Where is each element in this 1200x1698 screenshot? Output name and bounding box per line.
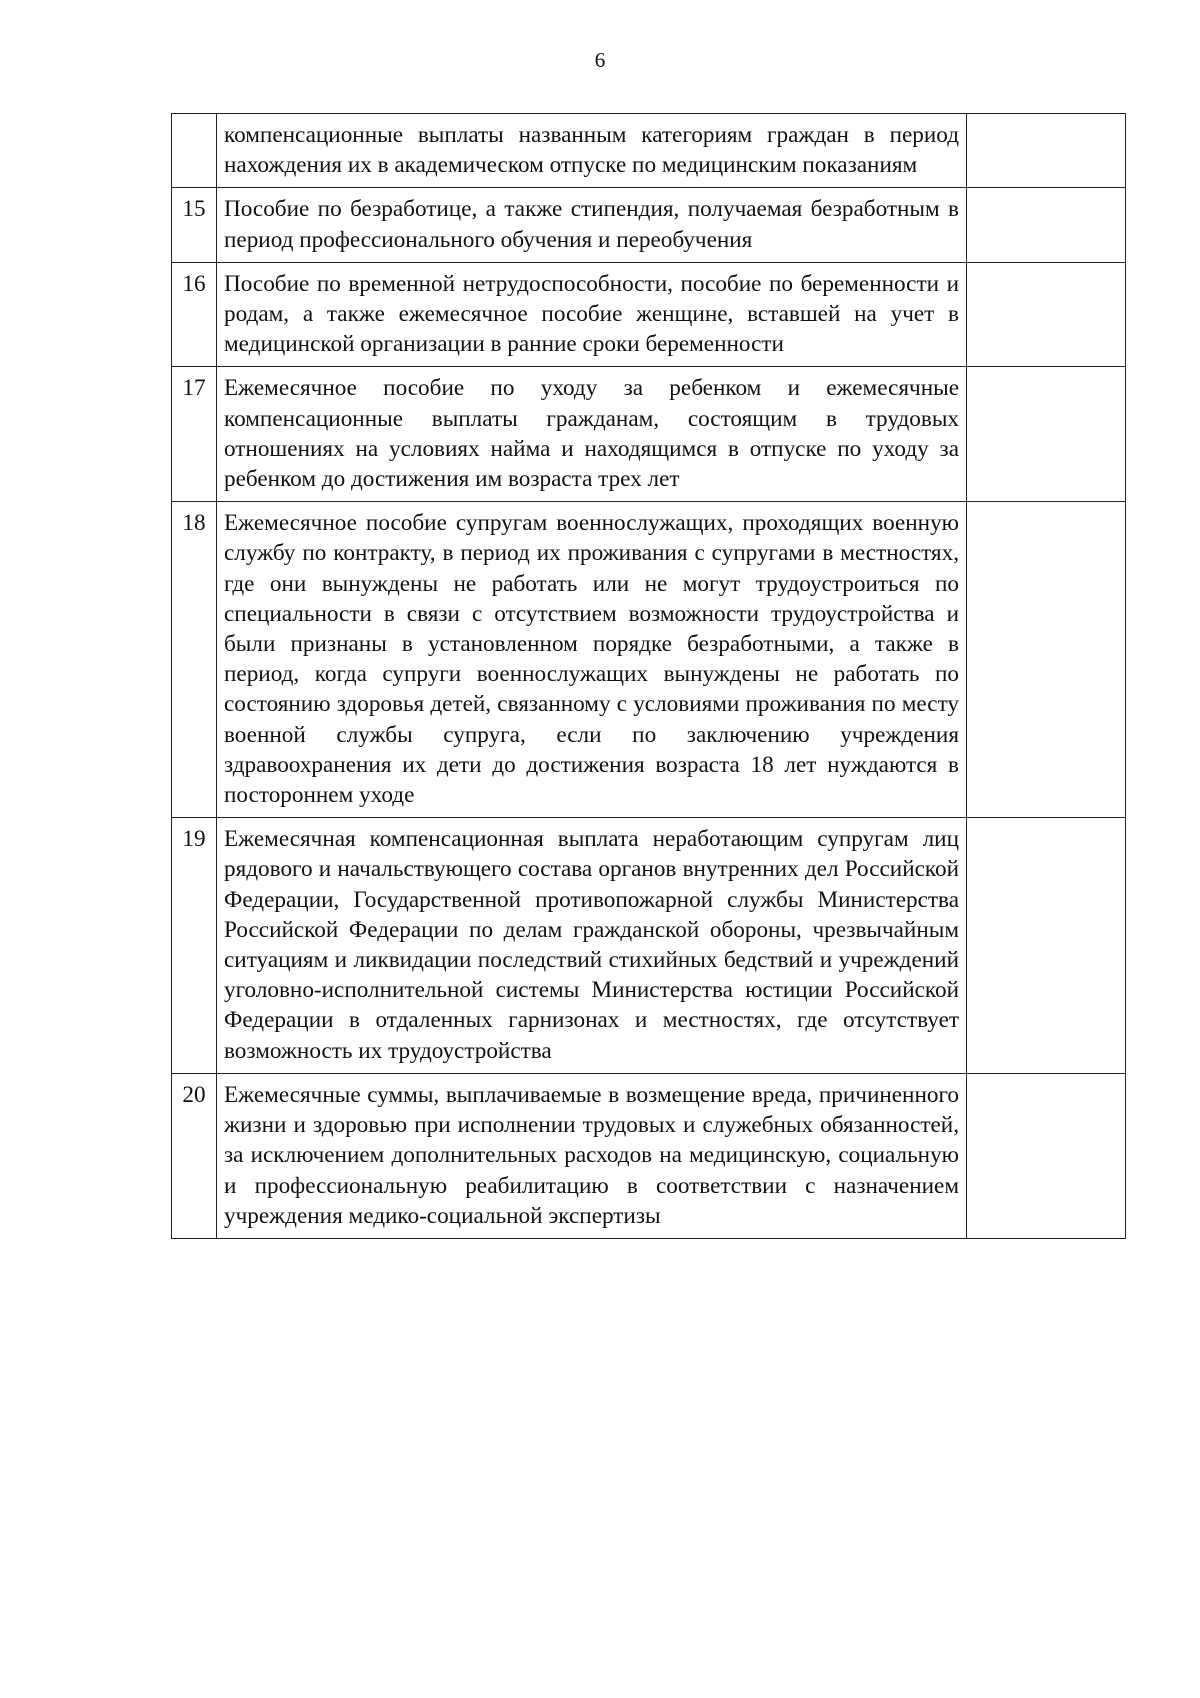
row-empty-cell: [967, 502, 1126, 818]
table-row: [172, 818, 1126, 1074]
table-row: [172, 502, 1126, 818]
row-number: 15: [172, 188, 217, 262]
row-empty-cell: [967, 818, 1126, 1074]
page-number: 6: [594, 48, 606, 72]
row-number: 20: [172, 1073, 217, 1238]
table-row: [172, 114, 1126, 188]
table-row: [172, 188, 1126, 262]
row-description: компенсационные выплаты названным категориям граждан в период нахождения их в академическом отпуске по медицинским показаниям: [217, 114, 967, 188]
row-description: Пособие по безработице, а также стипендия, получаемая безработным в период профессионального обучения и переобучения: [217, 188, 967, 262]
row-number: [172, 114, 217, 188]
row-description: Пособие по временной нетрудоспособности, пособие по беременности и родам, а также ежемесячное пособие женщине, вставшей на учет в медицинской организации в ранние сроки беременности: [217, 262, 967, 367]
row-empty-cell: [967, 262, 1126, 367]
row-number: 17: [172, 367, 217, 502]
row-number: 18: [172, 502, 217, 818]
row-description: Ежемесячная компенсационная выплата неработающим супругам лиц рядового и начальствующего состава органов внутренних дел Российской Федерации, Государственной противопожарной службы Министерства Российской Федерации по делам гражданской обороны, чрезвычайным ситуациям и ликвидации последствий стихийных бедствий и учреждений уголовно-исполнительной системы Министерства юстиции Российской Федерации в отдаленных гарнизонах и местностях, где отсутствует возможность их трудоустройства: [217, 818, 967, 1074]
table-row: [172, 367, 1126, 502]
table-row: [172, 1073, 1126, 1238]
row-description: Ежемесячное пособие по уходу за ребенком и ежемесячные компенсационные выплаты гражданам, состоящим в трудовых отношениях на условиях найма и находящимся в отпуске по уходу за ребенком до достижения им возраста трех лет: [217, 367, 967, 502]
benefits-table: [171, 113, 1126, 1239]
row-empty-cell: [967, 367, 1126, 502]
row-number: 16: [172, 262, 217, 367]
row-empty-cell: [967, 1073, 1126, 1238]
row-description: Ежемесячные суммы, выплачиваемые в возмещение вреда, причиненного жизни и здоровью при исполнении трудовых и служебных обязанностей, за исключением дополнительных расходов на медицинскую, социальную и профессиональную реабилитацию в соответствии с назначением учреждения медико-социальной экспертизы: [217, 1073, 967, 1238]
table-row: [172, 262, 1126, 367]
row-empty-cell: [967, 114, 1126, 188]
row-description: Ежемесячное пособие супругам военнослужащих, проходящих военную службу по контракту, в период их проживания с супругами в местностях, где они вынуждены не работать или не могут трудоустроиться по специальности в связи с отсутствием возможности трудоустройства и были признаны в установленном порядке безработными, а также в период, когда супруги военнослужащих вынуждены не работать по состоянию здоровья детей, связанному с условиями проживания по месту военной службы супруга, если по заключению учреждения здравоохранения их дети до достижения возраста 18 лет нуждаются в постороннем уходе: [217, 502, 967, 818]
row-number: 19: [172, 818, 217, 1074]
row-empty-cell: [967, 188, 1126, 262]
